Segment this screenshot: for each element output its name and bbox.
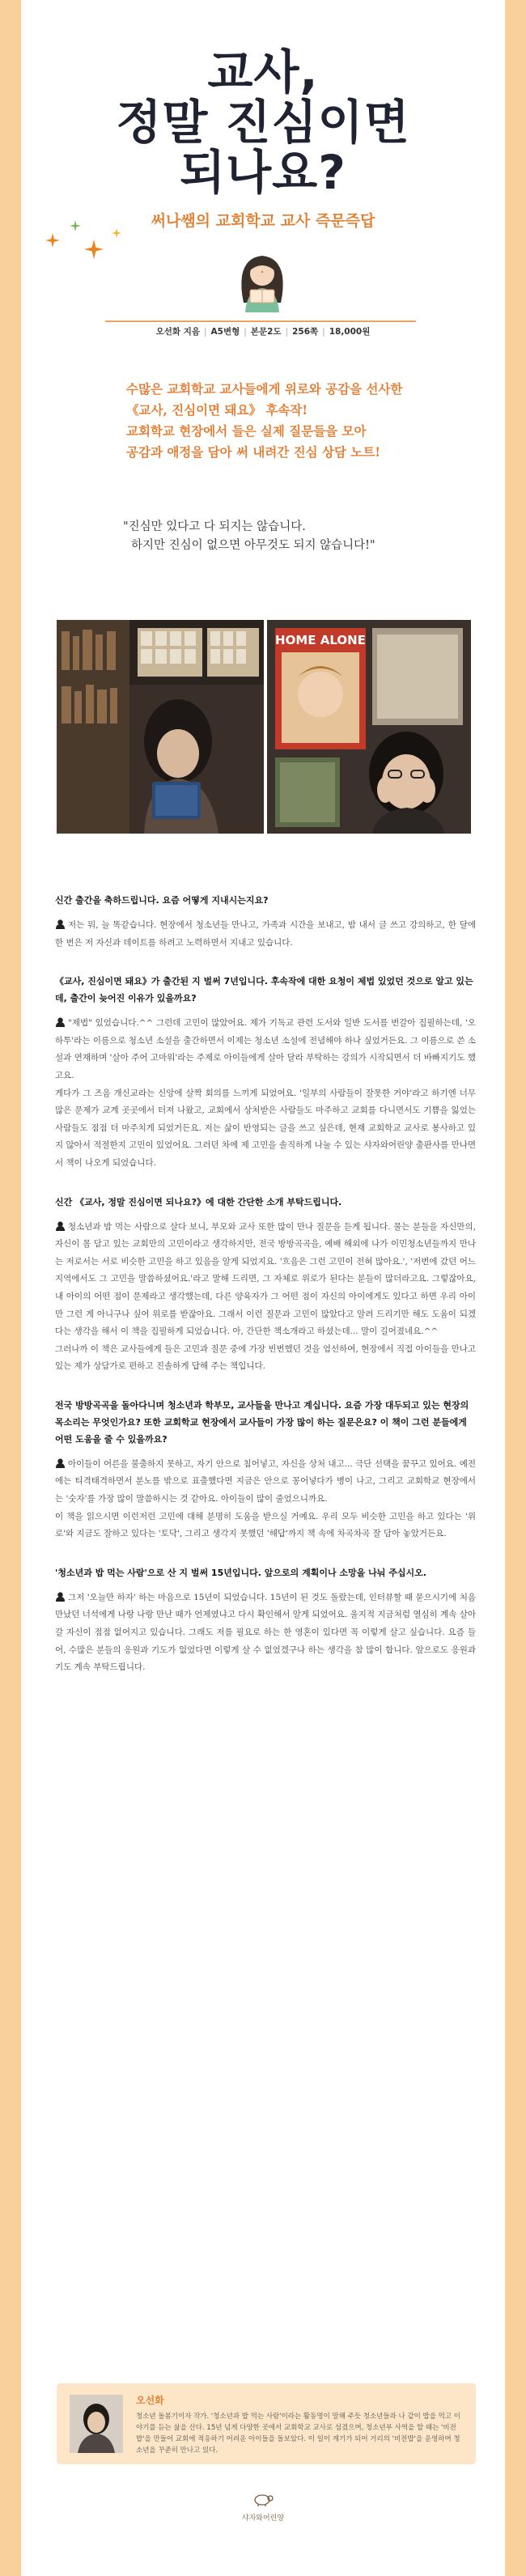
interview-item bbox=[55, 892, 476, 952]
author-portrait bbox=[70, 2395, 123, 2453]
book-intro bbox=[126, 379, 498, 463]
answer-text: 청소년과 밤 먹는 사람으로 살다 보니, 부모와 교사 또한 많이 만나 질문을 듣게 됩니다. 물는 분들을 자신만의, 자신이 몸 담고 있는 교회만의 고민이라고 생각하지만, 전국 방방곡곡을, 예배 해외에 나가 이민청소년들까지 만나는 저로서는 서로 비슷한 고민을 하고 있음을 알게 되었지요. '흐음은 그런 고민이 전혀 많아요.', '저번에 갔던 어느 지역에서도 그 고민을 말씀하셨어요.'라고 말해 드리면, 그 자체로 위로가 된다는 분들이 많더라고요. 그렇잖아요, 내 아이의 어떤 점이 문제라고 생각했는데, 다른 양육자가 그 어떤 점이 자신의 아이에게도 있다고 하면 우리 아이만 그런 게 아니구나 싶어 위로를 받잖아요. 그래서 이런 질문과 고민이 많았다고 알려 드리기만 해도 도움이 되겠다는 생각을 해서 이 책을 집필하게 되었습니다. 아, 간단한 책소개라고 하셨는데... 말이 길어졌네요.^^ bbox=[55, 1221, 476, 1337]
book-binding: 본문2도 bbox=[250, 327, 282, 337]
intro-line: 공감과 애정을 담아 써 내려간 진심 상담 노트! bbox=[126, 444, 381, 460]
interview-answer bbox=[55, 1456, 476, 1509]
interview-answer bbox=[55, 1219, 476, 1341]
book-author: 오선화 지음 bbox=[155, 327, 200, 337]
interview-question: 전국 방방곡곡을 돌아다니며 청소년과 학부모, 교사들을 만나고 계십니다. 요즘 가장 대두되고 있는 현장의 목소리는 무엇인가요? 또한 교회학교 현장에서 교사들이 가장 많이 하는 질문은요? 이 책이 그런 분들에게 어떤 도움을 줄 수 있을까요? bbox=[55, 1399, 469, 1445]
author-box bbox=[57, 2383, 476, 2464]
book-title bbox=[21, 45, 505, 200]
interviewee-icon bbox=[55, 1591, 66, 1601]
title-line: 교사, bbox=[207, 45, 319, 100]
book-format: A5변형 bbox=[210, 327, 240, 337]
quote-line: 하지만 진심이 없으면 아무것도 되지 않습니다!" bbox=[131, 539, 375, 552]
interview-item bbox=[55, 973, 476, 1172]
interviewee-icon bbox=[55, 1016, 66, 1026]
article-sheet bbox=[21, 0, 505, 2576]
author-name: 오선화 bbox=[136, 2395, 164, 2406]
book-meta: 오선화 지음 | A5변형 | 본문2도 | 256쪽 | 18,000원 bbox=[155, 327, 371, 337]
answer-text: 이 책을 읽으시면 이런저런 고민에 대해 분명히 도움을 받으실 거예요. 우리 모두 비슷한 고민을 하고 있다는 '위로'와 지금도 잘하고 있다는 '토닥', 그리고 생각지 못했던 '해답'까지 책 속에 차곡차곡 잘 담아 놓았거든요. bbox=[55, 1511, 476, 1539]
sparkle-icon bbox=[45, 233, 60, 248]
book-subtitle: 써나쌤의 교회학교 교사 즉문즉답 bbox=[151, 212, 375, 230]
book-pages: 256쪽 bbox=[292, 327, 319, 337]
interview-answer bbox=[55, 1589, 476, 1677]
answer-text: 저는 뭐, 늘 똑같습니다. 현장에서 청소년들 만나고, 가족과 시간을 보내고, 밤 내서 글 쓰고 강의하고, 한 달에 한 번은 저 자신과 데이트를 하려고 노력하면서 지내고 있습니다. bbox=[55, 920, 476, 948]
divider bbox=[105, 320, 416, 322]
interview-question: 신간 《교사, 정말 진심이면 되나요?》에 대한 간단한 소개 부탁드립니다. bbox=[55, 1196, 342, 1207]
title-line: 되나요? bbox=[180, 145, 346, 200]
sparkle-icon bbox=[84, 240, 104, 259]
interview-answer bbox=[55, 1341, 476, 1376]
answer-text: 그저 '오늘만 하자' 하는 마음으로 15년이 되었습니다. 15년이 된 것도 돌랐는데, 인터뷰할 때 묻으시기에 처음 만났던 너석에게 나랑 나랑 만난 때가 언제였냐고 다시 확인해서 알게 되었어요. 울지적 지금처럼 열심히 계속 살아갈 자신이 점점 없어지고 있습니다. 그래도 저를 필요로 하는 한 영혼이 있다면 꼭 이렇게 살고 싶습니다. 요즘 들어, 수많은 분들의 응원과 기도가 없었다면 이렇게 살 수 없었겠구나 하는 생각을 참 많이 합니다. 앞으로도 응원과 기도 계속 부탁드립니다. bbox=[55, 1592, 476, 1673]
interview-answer bbox=[55, 1015, 476, 1084]
intro-line: 수많은 교회학교 교사들에게 위로와 공감을 선사한 bbox=[126, 381, 403, 397]
reader-illustration bbox=[226, 240, 299, 312]
intro-line: 교회학교 현장에서 들은 실제 질문들을 모아 bbox=[126, 423, 367, 439]
answer-text: 게다가 그 즈음 개신교라는 신앙에 살짝 회의를 느끼게 되었어요. '일부의 사람들이 잘못한 거야'라고 하기엔 너무 많은 문제가 교계 곳곳에서 터져 나왔고, 교회에서 상처받은 사람들도 마주하고 교회를 다니면서도 기쁨을 잃었는 사람들도 점점 더 마주치게 되었거든요. 저는 삶이 반영되는 글을 쓰고 싶은데, 현재 교회학교 교사로 봉사하고 있지 않아서 적절한지 고민이 있었어요. 그러던 차에 제 고민을 솔직하게 나눌 수 있는 샤자와어린양 출판사를 만나면서 책이 나오게 되었습니다. bbox=[55, 1088, 476, 1168]
author-photo-bookstore bbox=[57, 620, 264, 834]
interview-answer bbox=[55, 1509, 476, 1543]
interview-item bbox=[55, 1564, 476, 1677]
poster-title: HOME ALONE bbox=[275, 633, 366, 647]
interview-answer bbox=[55, 1085, 476, 1173]
title-line: 정말 진심이면 bbox=[116, 95, 410, 150]
interview-answer bbox=[55, 917, 476, 952]
lamb-icon bbox=[252, 2493, 274, 2507]
interviewee-icon bbox=[55, 1458, 66, 1467]
publisher-logo bbox=[21, 2493, 505, 2523]
answer-text: 아이들이 어른을 불출하지 못하고, 자기 안으로 침어넣고, 자신을 상처 내고... 극단 선택을 꿈꾸고 있어요. 예전에는 티격태격하면서 분노를 밖으로 표출했다면 지금은 안으로 꽁어넣다가 병이 나고, 그리고 교회학교 현장에서는 '숫자'를 가장 많이 말씀하시는 것 같아요. 아이들이 많이 줄었으니까요. bbox=[55, 1458, 476, 1504]
interview-item bbox=[55, 1194, 476, 1376]
interview bbox=[55, 892, 476, 1698]
interviewee-icon bbox=[55, 919, 66, 928]
interview-item bbox=[55, 1397, 476, 1543]
author-bio: 청소년 돌봄기이자 작가. '청소년과 밥 먹는 사람'이라는 활동명이 말해 주듯 청소년들과 나 같이 밥을 먹고 이야기를 듣는 삶을 산다. 15년 넘게 다양한 곳에서 교회학교 교사로 섬겼으며, 청소년부 사역을 할 때는 '비전밥'을 만들어 교회에 적응하기 어려운 아이들을 돌보았다. 이 일이 계기가 되어 거리의 '비전밥'을 운영하며 청소년을 꾸준히 만나고 있다. bbox=[136, 2413, 460, 2455]
book-price: 18,000원 bbox=[329, 327, 371, 337]
interview-question: 신간 출간을 축하드립니다. 요즘 어떻게 지내시는지요? bbox=[55, 895, 269, 906]
answer-text: 그러나까 이 책은 교사들에게 들은 고민과 질문 중에 가장 빈번했던 것을 엄선하여, 현장에서 직접 아이들을 만나고 있는 제가 상담가로 편하고 진솔하게 답해 주는 책입니다. bbox=[55, 1343, 476, 1372]
pull-quote bbox=[123, 518, 479, 555]
answer-text: "제법" 있었습니다.^^ 그런데 고민이 많았어요. 제가 기독교 관련 도서와 일반 도서를 번갈아 집필하는데, '오하투'라는 이름으로 청소년 소설을 출간하면서 이제는 청소년 소설에 전념해야 하나 싶었거든요. 그 이름으로 쓴 소설과 연재하며 '살아 주어 고마워'라는 주제로 아이들에게 살아 달라 부탁하는 강의가 시작되면서 더 바빠지기도 했고요. bbox=[55, 1018, 476, 1080]
author-photo-posters bbox=[267, 620, 471, 834]
quote-line: "진심만 있다고 다 되지는 않습니다. bbox=[123, 520, 306, 533]
interviewee-icon bbox=[55, 1220, 66, 1230]
publisher-name: 샤자와어린양 bbox=[241, 2514, 285, 2523]
interview-question: '청소년과 밥 먹는 사람'으로 산 지 벌써 15년입니다. 앞으로의 계획이나 소망을 나눠 주십시오. bbox=[55, 1567, 426, 1578]
interview-question: 《교사, 진심이면 돼요》가 출간된 지 벌써 7년입니다. 후속작에 대한 요청이 제법 있었던 것으로 알고 있는데, 출간이 늦어진 이유가 있을까요? bbox=[55, 976, 473, 1004]
intro-line: 《교사, 진심이면 돼요》 후속작! bbox=[126, 402, 308, 418]
